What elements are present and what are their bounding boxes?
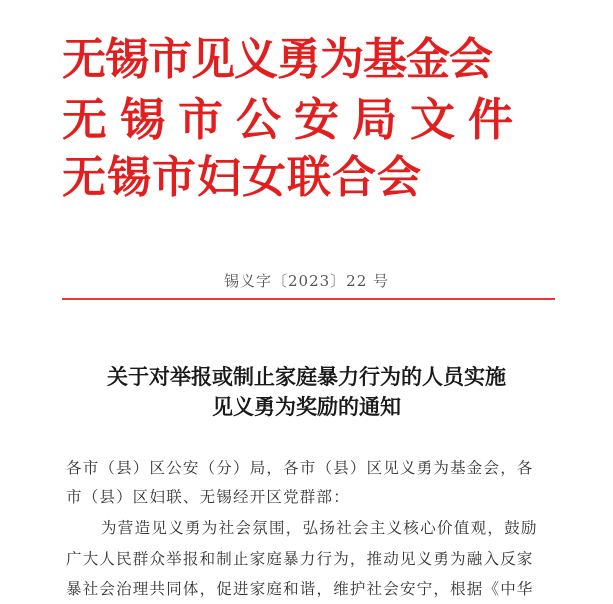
notice-title-line-1: 关于对举报或制止家庭暴力行为的人员实施 (107, 364, 506, 389)
issuer-line-2: 无锡市公安局文件 (62, 93, 527, 146)
body-line-3: 为营造见义勇为社会氛围，弘扬社会主义核心价值观，鼓励 (101, 519, 538, 537)
notice-title-line-2: 见义勇为奖励的通知 (212, 394, 401, 419)
document-number: 锡义字〔2023〕22 号 (223, 272, 390, 290)
issuer-line-3: 无锡市妇女联合会 (62, 152, 422, 203)
issuer-line-1: 无锡市见义勇为基金会 (62, 34, 492, 85)
red-divider-line (62, 298, 555, 300)
body-line-1: 各市（县）区公安（分）局，各市（县）区见义勇为基金会，各 (66, 459, 534, 477)
body-line-4: 广大人民群众举报和制止家庭暴力行为，推动见义勇为融入反家 (66, 550, 534, 568)
body-line-2: 市（县）区妇联、无锡经开区党群部： (66, 488, 350, 506)
body-line-5: 暴社会治理共同体，促进家庭和谐，维护社会安宁，根据《中华 (66, 580, 534, 598)
